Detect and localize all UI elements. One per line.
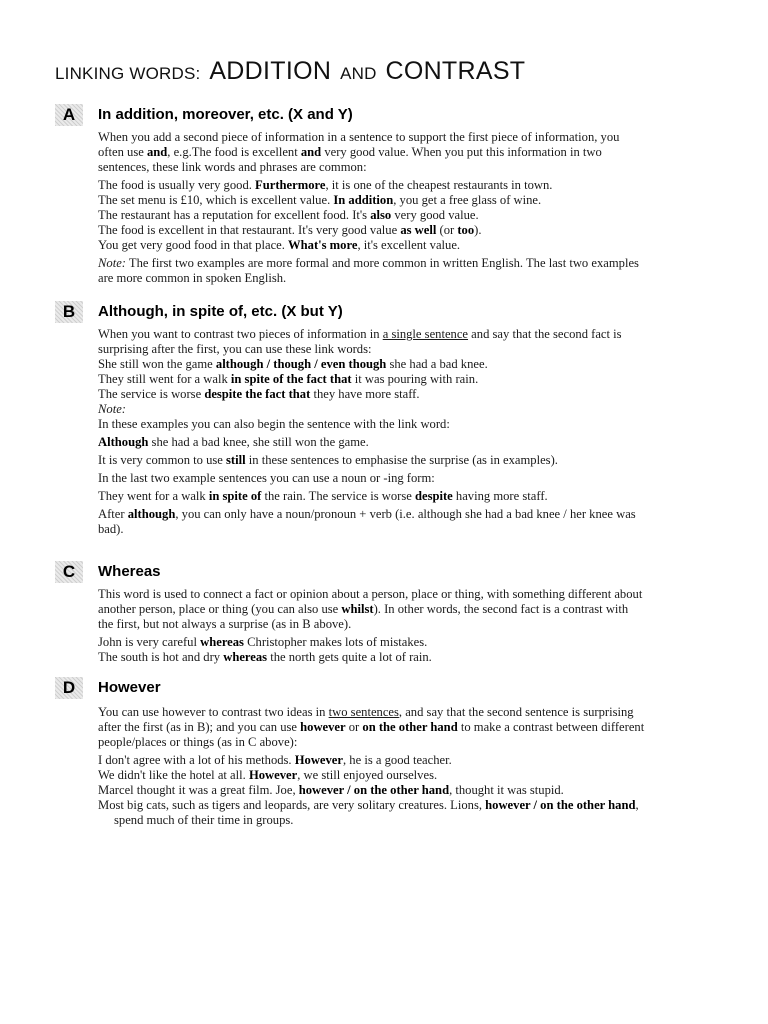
example-line: The food is usually very good. Furthermore, it is one of the cheapest restaurants in town. [98, 178, 553, 192]
section-b-intro: When you want to contrast two pieces of information in a single sentence and say that the second fact is surprising after the first, you can use these link words: [98, 327, 622, 356]
section-d-body [98, 705, 646, 828]
note-line: It is very common to use still in these sentences to emphasise the surprise (as in examples). [98, 453, 558, 467]
example-line: The set menu is £10, which is excellent value. In addition, you get a free glass of wine. [98, 193, 542, 207]
section-d-heading: However [98, 679, 161, 696]
section-a-intro: When you add a second piece of information in a sentence to support the first piece of information, you often use and, e.g.The food is excellent and very good value. When you put this information in two sentences, these link words and phrases are common: [98, 130, 620, 174]
section-a-body [98, 130, 646, 286]
example-line: You get very good food in that place. What's more, it's excellent value. [98, 238, 461, 252]
section-a-note: Note: The first two examples are more formal and more common in written English. The last two examples are more common in spoken English. [98, 256, 639, 285]
example-line: The restaurant has a reputation for excellent food. It's also very good value. [98, 208, 479, 222]
section-d-intro: You can use however to contrast two ideas in two sentences, and say that the second sentence is surprising after the first (as in B); and you can use however or on the other hand to make a contrast between different people/places or things (as in C above): [98, 705, 645, 749]
section-c-badge: C [55, 561, 83, 583]
section-c-intro: This word is used to connect a fact or opinion about a person, place or thing, with something different about another person, place or thing (you can also use whilst). In other words, the second fact is a contrast with the first, but not always a surprise (as in B above). [98, 587, 643, 631]
page-title [55, 50, 525, 87]
section-b-note-label: Note: [98, 402, 126, 416]
note-line: Although she had a bad knee, she still won the game. [98, 435, 369, 449]
title-part-4: CONTRAST [385, 57, 526, 85]
example-line: Most big cats, such as tigers and leopards, are very solitary creatures. Lions, however / on the other hand, spend much of their time in groups. [98, 798, 639, 827]
section-a-heading: In addition, moreover, etc. (X and Y) [98, 106, 353, 123]
example-line: She still won the game although / though / even though she had a bad knee. [98, 357, 488, 371]
section-c-heading: Whereas [98, 563, 161, 580]
section-b-badge: B [55, 301, 83, 323]
note-line: In the last two example sentences you can use a noun or -ing form: [98, 471, 435, 485]
section-b-body [98, 327, 646, 537]
section-d-badge: D [55, 677, 83, 699]
example-line: The food is excellent in that restaurant. It's very good value as well (or too). [98, 223, 482, 237]
title-part-2: ADDITION [209, 57, 332, 85]
example-line: I don't agree with a lot of his methods. However, he is a good teacher. [98, 753, 452, 767]
title-part-1: LINKING WORDS: [55, 64, 201, 83]
note-line: After although, you can only have a noun/pronoun + verb (i.e. although she had a bad knee / her knee was bad). [98, 507, 636, 536]
section-a-badge: A [55, 104, 83, 126]
note-line: They went for a walk in spite of the rain. The service is worse despite having more staff. [98, 489, 548, 503]
section-c-body [98, 587, 646, 665]
section-b-examples [98, 357, 646, 402]
section-a-examples [98, 178, 646, 253]
example-line: They still went for a walk in spite of the fact that it was pouring with rain. [98, 372, 479, 386]
example-line: Marcel thought it was a great film. Joe, however / on the other hand, thought it was stupid. [98, 783, 564, 797]
example-line: The south is hot and dry whereas the north gets quite a lot of rain. [98, 650, 432, 664]
example-line: John is very careful whereas Christopher makes lots of mistakes. [98, 635, 428, 649]
example-line: We didn't like the hotel at all. However, we still enjoyed ourselves. [98, 768, 438, 782]
note-line: In these examples you can also begin the sentence with the link word: [98, 417, 450, 431]
title-part-3: AND [340, 64, 377, 83]
example-line: The service is worse despite the fact that they have more staff. [98, 387, 420, 401]
section-b-heading: Although, in spite of, etc. (X but Y) [98, 303, 343, 320]
section-c-examples [98, 635, 646, 665]
section-d-examples [98, 753, 646, 828]
